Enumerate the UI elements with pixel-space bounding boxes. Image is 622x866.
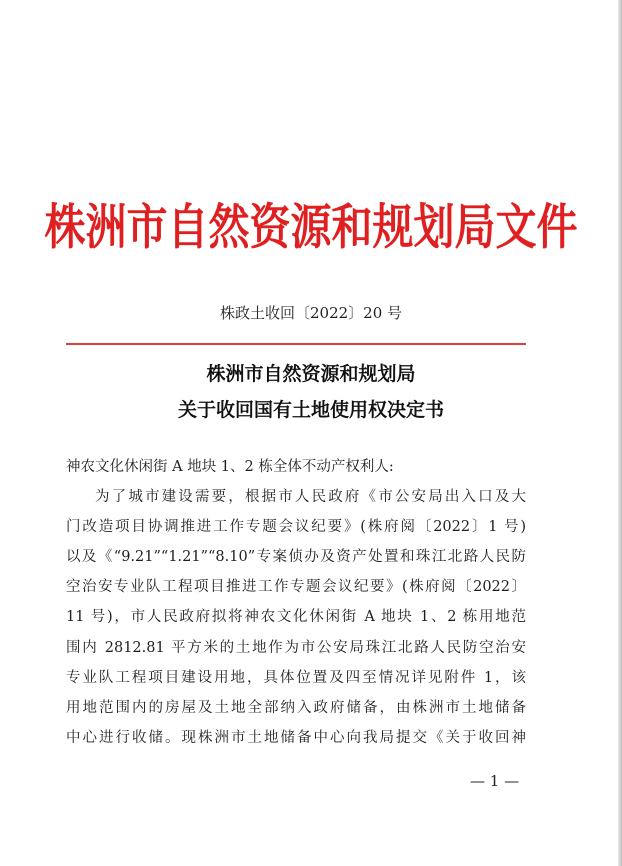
body-line: 门改造项目协调推进工作专题会议纪要》(株府阅〔2022〕1 号) bbox=[66, 519, 526, 536]
red-divider-line bbox=[66, 343, 526, 345]
body-line: 11 号)，市人民政府拟将神农文化休闲街 A 地块 1、2 栋用地范 bbox=[66, 609, 526, 626]
document-title bbox=[0, 356, 622, 428]
body-line: 以及《“9.21”“1.21”“8.10”专案侦办及资产处置和珠江北路人民防 bbox=[66, 549, 526, 566]
body-line: 中心进行收储。现株洲市土地储备中心向我局提交《关于收回神 bbox=[66, 729, 526, 746]
document-number: 株政土收回〔2022〕20 号 bbox=[219, 304, 403, 322]
title-line-1: 株洲市自然资源和规划局 bbox=[206, 363, 416, 385]
body-line: 为了城市建设需要，根据市人民政府《市公安局出入口及大 bbox=[95, 489, 526, 506]
document-body bbox=[66, 452, 526, 753]
body-line: 专业队工程项目建设用地，具体位置及四至情况详见附件 1，该 bbox=[66, 669, 526, 686]
page-number: — 1 — bbox=[470, 772, 520, 790]
body-line: 用地范围内的房屋及土地全部纳入政府储备，由株洲市土地储备 bbox=[66, 699, 526, 716]
body-line: 围内 2812.81 平方米的土地作为市公安局珠江北路人民防空治安 bbox=[66, 639, 526, 656]
body-line: 空治安专业队工程项目推进工作专题会议纪要》(株府阅〔2022〕 bbox=[66, 579, 526, 596]
scan-edge-shadow bbox=[618, 0, 622, 866]
addressee-line: 神农文化休闲街 A 地块 1、2 栋全体不动产权利人: bbox=[66, 459, 394, 475]
title-line-2: 关于收回国有土地使用权决定书 bbox=[177, 399, 444, 421]
issuer-header-title: 株洲市自然资源和规划局文件 bbox=[44, 198, 578, 256]
